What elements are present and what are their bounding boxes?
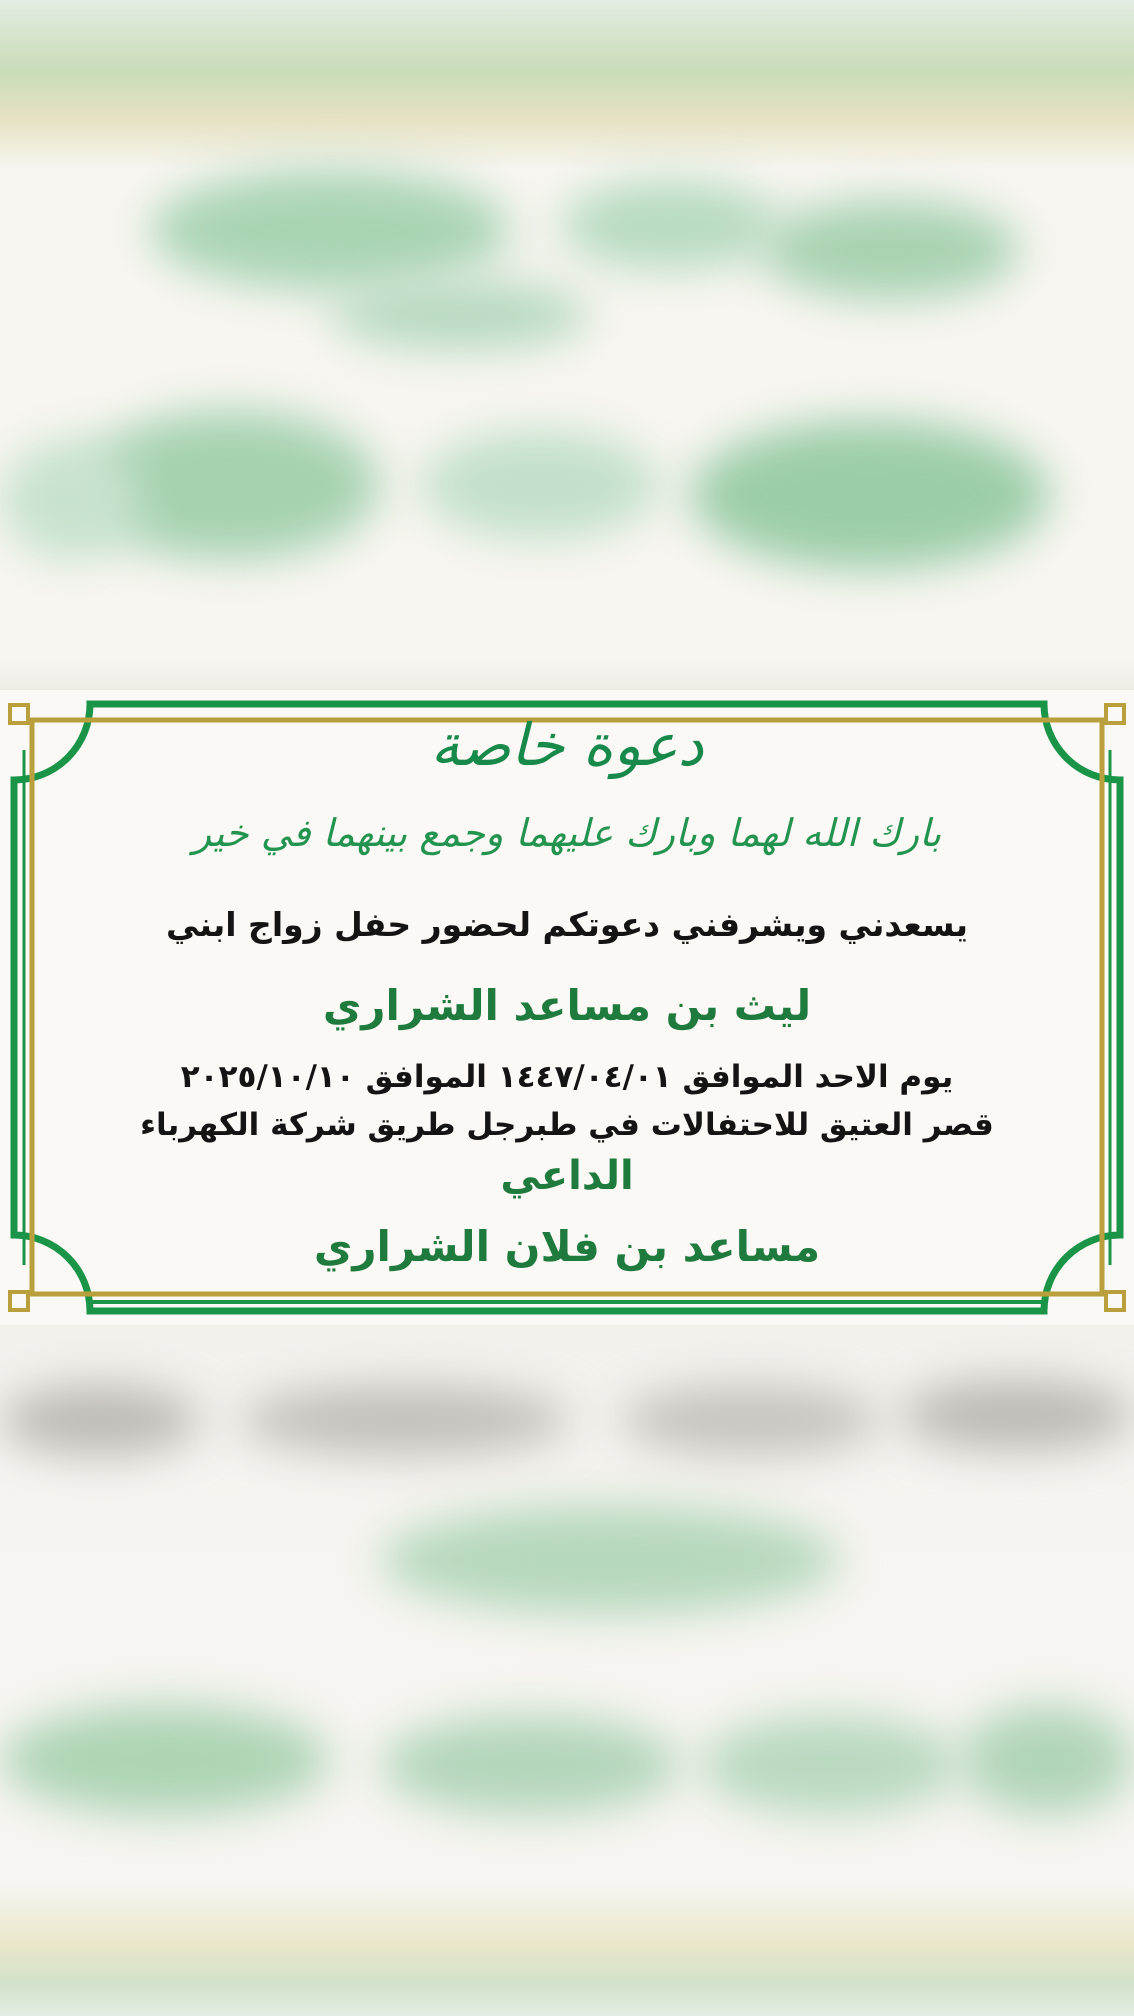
host-name: مساعد بن فلان الشراري — [313, 1222, 821, 1271]
venue-line: قصر العتيق للاحتفالات في طبرجل طريق شركة الكهرباء — [140, 1107, 994, 1143]
invitation-title: دعوة خاصة — [430, 711, 704, 779]
invitation-content — [0, 690, 1134, 1325]
invite-text: يسعدني ويشرفني دعوتكم لحضور حفل زواج ابني — [165, 905, 968, 944]
groom-name: ليث بن مساعد الشراري — [322, 981, 812, 1030]
host-label: الداعي — [500, 1153, 634, 1199]
date-line: يوم الاحد الموافق ١٤٤٧/٠٤/٠١ الموافق ٢٠٢٥/١٠/١٠ — [180, 1059, 954, 1095]
blurred-background-top — [0, 0, 1134, 690]
blessing-calligraphy: بارك الله لهما وبارك عليهما وجمع بينهما في خير — [192, 811, 942, 855]
invitation-card — [0, 690, 1134, 1325]
blurred-background-bottom — [0, 1325, 1134, 2016]
